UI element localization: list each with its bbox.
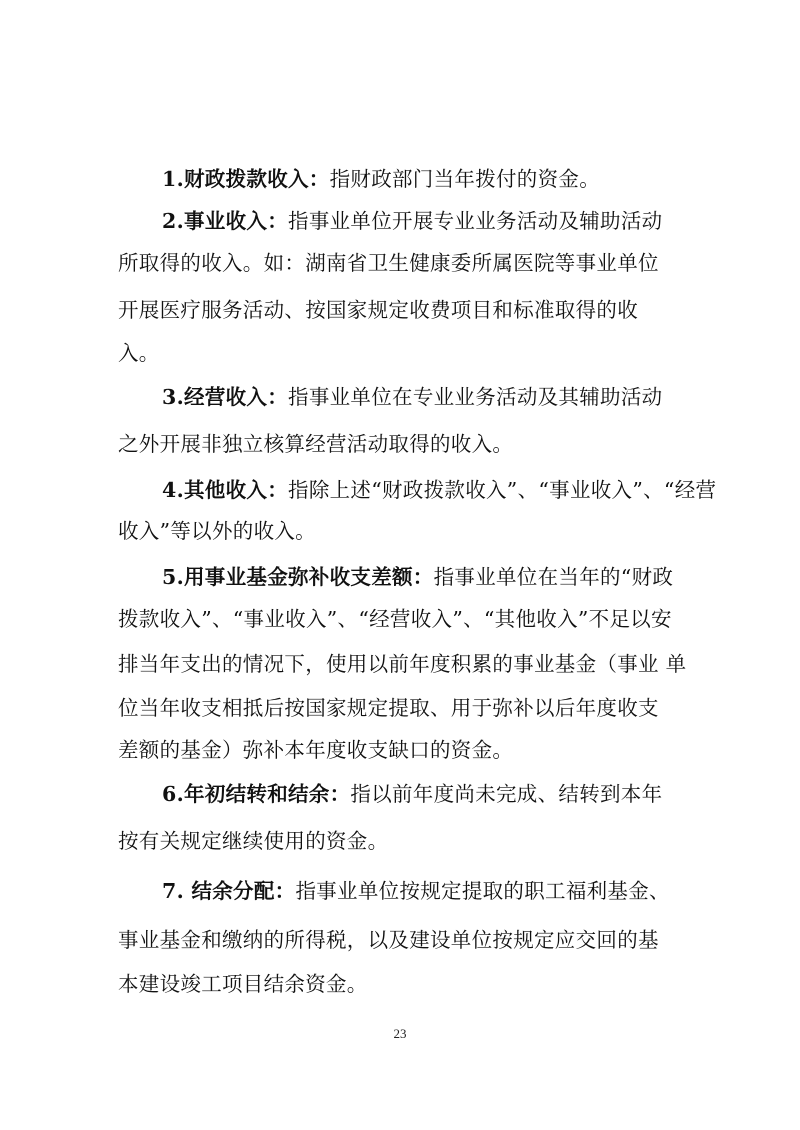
definition-text: 事业基金和缴纳的所得税，以及建设单位按规定应交回的基: [118, 928, 659, 952]
paragraph-2-line-4: [118, 339, 160, 367]
definition-text: 入。: [118, 341, 160, 365]
paragraph-3-line-1: [162, 383, 662, 411]
paragraph-1-line-1: [162, 165, 600, 193]
term-business-fund-supplement: 5.用事业基金弥补收支差额：: [162, 565, 434, 589]
paragraph-5-line-5: [118, 736, 513, 764]
definition-text: 指除上述“财政拨款收入”、“事业收入”、“经营: [288, 478, 717, 502]
paragraph-5-line-1: [162, 563, 673, 591]
definition-text: 指财政部门当年拨付的资金。: [329, 167, 601, 191]
paragraph-2-line-2: [118, 249, 659, 277]
definition-text: 按有关规定继续使用的资金。: [118, 829, 389, 853]
term-surplus-distribution: 7. 结余分配：: [162, 879, 296, 903]
term-financial-allocation: 1.财政拨款收入：: [162, 167, 330, 191]
paragraph-4-line-1: [162, 476, 716, 504]
paragraph-4-line-2: [118, 517, 316, 545]
definition-text: 指事业单位按规定提取的职工福利基金、: [295, 879, 670, 903]
paragraph-7-line-2: [118, 926, 659, 954]
definition-text: 指事业单位在专业业务活动及其辅助活动: [288, 385, 663, 409]
paragraph-6-line-1: [162, 780, 662, 808]
definition-text: 排当年支出的情况下，使用以前年度积累的事业基金（事业 单: [118, 652, 687, 676]
definition-text: 差额的基金）弥补本年度收支缺口的资金。: [118, 738, 514, 762]
term-carryover-balance: 6.年初结转和结余：: [162, 782, 351, 806]
definition-text: 位当年收支相抵后按国家规定提取、用于弥补以后年度收支: [118, 696, 659, 720]
term-business-income: 2.事业收入：: [162, 209, 289, 233]
paragraph-7-line-3: [118, 970, 368, 998]
definition-text: 拨款收入”、“事业收入”、“经营收入”、“其他收入”不足以安: [118, 607, 672, 631]
definition-text: 指事业单位开展专业业务活动及辅助活动: [288, 209, 663, 233]
definition-text: 指事业单位在当年的“财政: [433, 565, 674, 589]
paragraph-2-line-3: [118, 296, 638, 324]
definition-text: 所取得的收入。如：湖南省卫生健康委所属医院等事业单位: [118, 251, 659, 275]
paragraph-3-line-2: [118, 430, 513, 458]
page-number: 23: [393, 1026, 407, 1041]
paragraph-6-line-2: [118, 827, 388, 855]
definition-text: 开展医疗服务活动、按国家规定收费项目和标准取得的收: [118, 298, 638, 322]
term-other-income: 4.其他收入：: [162, 478, 289, 502]
definition-text: 之外开展非独立核算经营活动取得的收入。: [118, 432, 514, 456]
term-operating-income: 3.经营收入：: [162, 385, 289, 409]
paragraph-5-line-4: [118, 694, 659, 722]
definition-text: 收入”等以外的收入。: [118, 519, 316, 543]
paragraph-2-line-1: [162, 207, 662, 235]
definition-text: 指以前年度尚未完成、结转到本年: [350, 782, 663, 806]
paragraph-5-line-3: [118, 650, 686, 678]
paragraph-7-line-1: [162, 877, 670, 905]
paragraph-5-line-2: [118, 605, 672, 633]
definition-text: 本建设竣工项目结余资金。: [118, 972, 368, 996]
